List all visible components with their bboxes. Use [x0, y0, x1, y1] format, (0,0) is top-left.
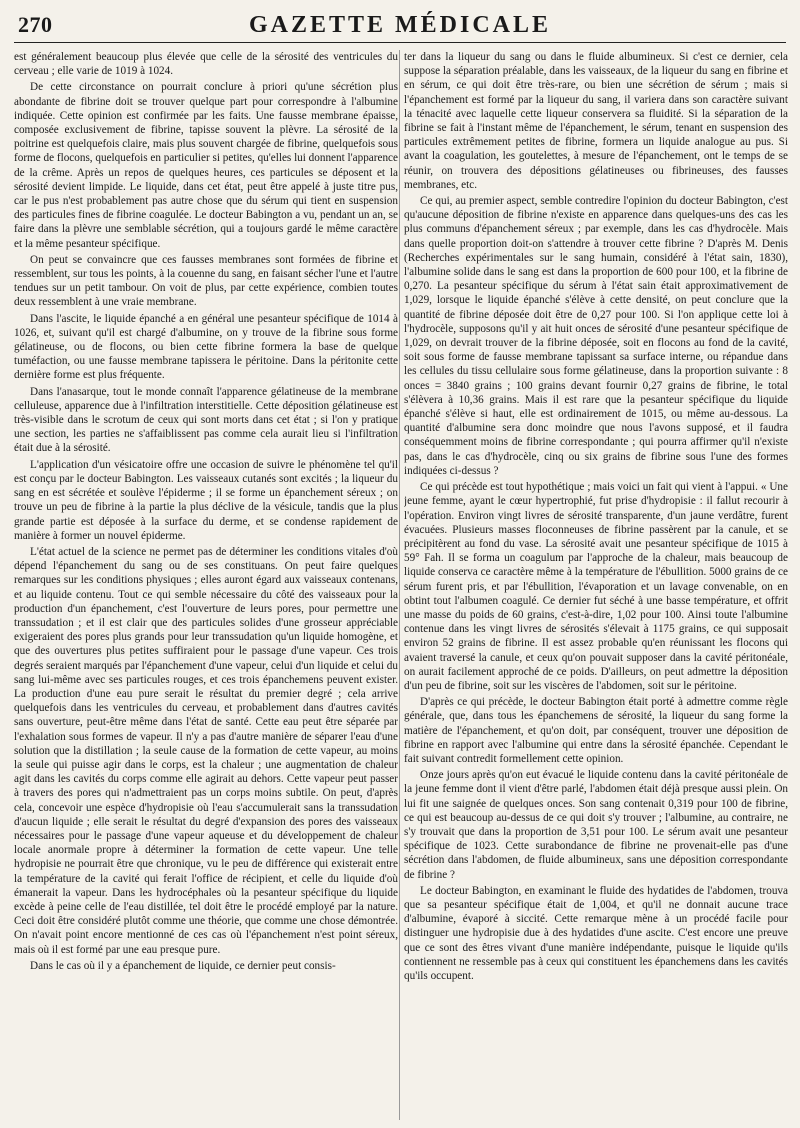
- paragraph: Le docteur Babington, en examinant le fluide des hydatides de l'abdomen, trouva que sa pesanteur spécifique était de 1,004, et qu'il ne donnait aucune trace d'albumine, évaporé à siccité. Cette remarque mène à un procédé facile pour distinguer une hydropisie due à des hydatides d'une ascite. C'est encore une preuve que ce sont des êtres vivant d'une manière indépendante, puisque le liquide qu'ils contiennent ne ressemble pas à ceux qui constituent les épanchemens dans les cavités qu'ils occupent.: [404, 884, 788, 982]
- right-column: [404, 50, 788, 1122]
- paragraph: Onze jours après qu'on eut évacué le liquide contenu dans la cavité péritonéale de la jeune femme dont il vient d'être parlé, l'abdomen était déjà presque aussi plein. On lui fit une saignée de quelques onces. Son sang contenait 0,319 pour 100 de fibrine, ce qui est beaucoup au-dessus de ce qui doit s'y trouver ; l'albumine, au contraire, ne s'y trouvait que dans la proportion de 3,51 pour 100. Le sérum avait une pesanteur spécifique de 1023. Cette surabondance de fibrine ne provenait-elle pas d'une sécrétion dans l'abdomen, de fluide albumineux, sans une déposition correspondante de fibrine ?: [404, 769, 788, 881]
- paragraph: est généralement beaucoup plus élevée que celle de la sérosité des ventricules du cerveau ; elle varie de 1019 à 1024.: [14, 51, 398, 78]
- paragraph: De cette circonstance on pourrait conclure à priori qu'une sécrétion plus abondante de fibrine doit se trouver quelque part pour correspondre à l'albumine indiquée. Cette opinion est confirmée par les faits. Une fausse membrane épaisse, composée exclusivement de fibrine, tapisse souvent la plèvre. La sérosité de la poitrine est quelquefois claire, mais plus souvent chargée de fibrine, quelquefois sous forme de flocons, quelquefois en particulier si petites, qu'elles lui donnent l'apparence de la crême. Après un repos de quelques heures, ces particules se déposent et la sérosité devient limpide. Le liquide, dans cet état, peut être appelé à juste titre pus, car le pus n'est probablement pas autre chose que du sérum qui tient en suspension des particules fines de fibrine coagulée. Le docteur Babington a vu, pendant un an, se faire dans la plèvre une semblable sécrétion, qui a toujours gardé le même caractère et la même pesanteur spécifique.: [14, 81, 398, 250]
- paragraph: L'application d'un vésicatoire offre une occasion de suivre le phénomène tel qu'il est conçu par le docteur Babington. Les vaisseaux cutanés sont excités ; la liqueur du sang en est sécrétée et soulève l'épiderme ; il se forme un épanchement séreux ; on trouve un peu de fibrine à la partie la plus déclive de la vésicule, tandis que la plus grande partie est déposée à la surface du derme, et se condense rapidement de manière à former un nouvel épiderme.: [14, 458, 398, 542]
- left-column: [14, 50, 398, 1122]
- paragraph: Ce qui, au premier aspect, semble contredire l'opinion du docteur Babington, c'est qu'aucune déposition de fibrine n'existe en apparence dans quelques-uns des cas les plus communs d'épanchement séreux ; par exemple, dans les cas d'hydrocèle. Mais dans quelle proportion doit-on s'attendre à trouver cette fibrine ? D'après M. Denis (Recherches expérimentales sur le sang humain, considéré à l'état sain, 1830), l'albumine solide dans le sang est dans la proportion de 600 pour 100, et la fibrine de 0,270. La pesanteur spécifique du sérum à l'état sain était approximativement de 1,029, lorsque le liquide épanché s'élève à cette densité, on peut conclure que la quantité de fibrine déposée doit être de 0,27 pour 100. Si l'on applique cette loi à l'hydrocèle, supposons qu'il y ait huit onces de sérosité d'une pesanteur spécifique de 1,029, on devrait trouver de la fibrine déposée, soit en flocons au fond de la cavité, soit sous forme de fausse membrane tapissant sa surface interne, ou répandue dans les cellules du tissu cellulaire sous forme gélatineuse, dans la proportion suivante : 8 onces = 3840 grains ; 100 grains devant fournir 0,27 grains de fibrine, le total s'élèvera à 10,36 grains. Mais il est rare que la pesanteur spécifique du liquide épanché s'élève si haut, elle est ordinairement de 1015, ou même au-dessous. La quantité d'albumine sera donc moindre que nous l'avons supposé, et il faudra conséquemment moins de fibrine correspondante ; qui pourra affirmer qu'il n'existe pas, dans le cas d'hydrocèle, cinq ou six grains de fibrine sous l'une des formes indiquées ci-dessus ?: [404, 195, 788, 477]
- paragraph: D'après ce qui précède, le docteur Babington était porté à admettre comme règle générale, que, dans tous les épanchemens de sérosité, la liqueur du sang forme la matière de l'épanchement, et qu'on doit, par conséquent, trouver une déposition de fibrine en rapport avec l'albumine qui entre dans la sérosité épanchée. Cependant le fait suivant contredit formellement cette opinion.: [404, 696, 788, 765]
- paragraph: Dans l'anasarque, tout le monde connaît l'apparence gélatineuse de la membrane celluleuse, apparence due à l'infiltration interstitielle. Cette déposition gélatineuse est très-visible dans le scrotum de ceux qui sont morts dans cet état ; si l'on y pratique une section, les parties ne s'affaiblissent pas comme cela aurait lieu si l'infiltration était due à la sérosité.: [14, 385, 398, 455]
- page-header: [14, 8, 786, 43]
- journal-title: GAZETTE MÉDICALE: [248, 12, 552, 38]
- paragraph: ter dans la liqueur du sang ou dans le fluide albumineux. Si c'est ce dernier, cela suppose la séparation préalable, dans les vaisseaux, de la liqueur du sang en fibrine et en sérum, ce qui doit être très-rare, ou bien une sécrétion de sérum ; mais si l'épanchement est formé par la liqueur du sang, il variera dans son caractère suivant la ténacité avec laquelle cette liqueur conservera sa fluidité. Si la séparation de la fibrine se fait à l'instant même de l'épanchement, le sérum, tenant en suspension des particules extrêmement petites de fibrine, formera un liquide analogue au pus. Si avant la coagulation, les goutelettes, à mesure de l'épanchement, ont le temps de se réunir, on trouvera des dépositions gélatineuses ou fibrineuses, des fausses membranes, etc.: [404, 51, 788, 191]
- column-divider: [399, 50, 400, 1120]
- page-number: 270: [18, 12, 53, 37]
- paragraph: Dans l'ascite, le liquide épanché a en général une pesanteur spécifique de 1014 à 1026, et, suivant qu'il est chargé d'albumine, on y trouve de la fibrine sous forme gélatineuse, ou de flocons, ou bien cette fibrine formera la base de quelque tuméfaction, ou une fausse membrane tapissera le péritoine. Dans la péritonite cette dernière forme est plus fréquente.: [14, 312, 398, 382]
- paragraph: On peut se convaincre que ces fausses membranes sont formées de fibrine et ressemblent, sur tous les points, à la couenne du sang, en faisant sécher l'une et l'autre tendues sur un petit tambour. On voit de plus, par cette expérience, combien toutes deux ressemblent à une vraie membrane.: [14, 253, 398, 309]
- paragraph: Dans le cas où il y a épanchement de liquide, ce dernier peut consis-: [30, 959, 336, 972]
- paragraph: Ce qui précède est tout hypothétique ; mais voici un fait qui vient à l'appui. « Une jeune femme, ayant le cœur hypertrophié, fut prise d'hydropisie : il fallut recourir à l'opération. Environ vingt livres de sérosité transparente, d'un jaune verdâtre, furent évacuées. Plusieurs masses floconneuses de fibrine passèrent par la canule, et se précipitèrent au fond du vase. La sérosité avait une pesanteur spécifique de 1015 à 59° Fah. Il se forma un coagulum par l'approche de la chaleur, mais beaucoup de liquide conserva ce caractère même à la température de l'ébullition. 5000 grains de ce sérum furent pris, et par l'ébullition, l'évaporation et un lavage convenable, on en obtint tout l'albumen coagulé. Ce dernier fut séché à une basse température, et offrit une masse du poids de 60 grains, c'est-à-dire, 1,02 pour 100. Ainsi toute l'albumine contenue dans les vingt livres de sérosités s'élevait à 1175 grains, ce qui supposait environ 52 grains de fibrine. Il est assez probable qu'en réunissant les flocons qui avaient traversé la canule, et ceux qu'on pouvait supposer dans la cavité péritonéale, on aurait facilement approché de ce poids. D'ailleurs, on peut admettre la déposition d'un peu de fibrine, soit sur les viscères de l'abdomen, soit sur le péritoine.: [404, 481, 788, 692]
- paragraph: L'état actuel de la science ne permet pas de déterminer les conditions vitales d'où dépend l'épanchement du sang ou de ses constituans. On peut faire quelques remarques sur les conditions physiques ; elles auront égard aux vaisseaux contenans, et au liquide contenu. Tout ce qui semble nécessaire du côté des vaisseaux pour la production d'un épanchement, c'est l'ouverture de leurs pores, pour permettre une transsudation ; et il est clair que des particules solides d'une grosseur appréciable exigeraient des pores plus grands pour leur transsudation qu'un liquide homogène, et que des ouvertures plus petites suffiraient pour le passage d'une vapeur. Ces trois degrés seraient marqués par l'épanchement d'une vapeur, celui d'un liquide et celui du sang lui-même avec ses particules rouges, et ces trois épanchemens peuvent exister. La production d'une eau pure serait le résultat du premier degré ; cela arrive quelquefois dans les ventricules du cerveau, et probablement dans d'autres cavités sans ouverture, peut-être même dans l'état de santé. Cette eau peut être séparée par l'exhalation sous formes de vapeur. Il n'y a pas d'autre manière de séparer l'eau d'une solution que la distillation ; la seule cause de la formation de cette vapeur, au moins la seule qui puisse agir dans le corps, est la chaleur ; une augmentation de chaleur agit dans les cavités du corps comme elle agirait au dehors. Cette vapeur peut passer à travers des pores qui n'admettraient pas un corps moins subtile. On peut, d'après cela, concevoir une espèce d'hydropisie où l'eau s'accumulerait sans la transsudation d'aucun liquide ; elle serait le résultat du degré d'expansion des pores des vaisseaux nécessaires pour le passage d'une vapeur aqueuse et du développement de chaleur locale anormale propre à déterminer la formation de cette vapeur. Une telle hydropisie ne pourrait être que chronique, vu le peu de différence qui existerait entre la température de la cavité qui ferait l'office de récipient, et celle du liquide d'où émanerait la vapeur. Dans les hydrocéphales où la pesanteur spécifique du liquide excède à peine celle de l'eau distillée, tel doit être le procédé employé par la nature. Ceci doit être considéré plutôt comme une théorie, que comme une chose démontrée. On n'avait point encore mentionné de ces cas où l'épanchement n'est point séreux, mais où il est formé par une eau presque pure.: [14, 545, 398, 956]
